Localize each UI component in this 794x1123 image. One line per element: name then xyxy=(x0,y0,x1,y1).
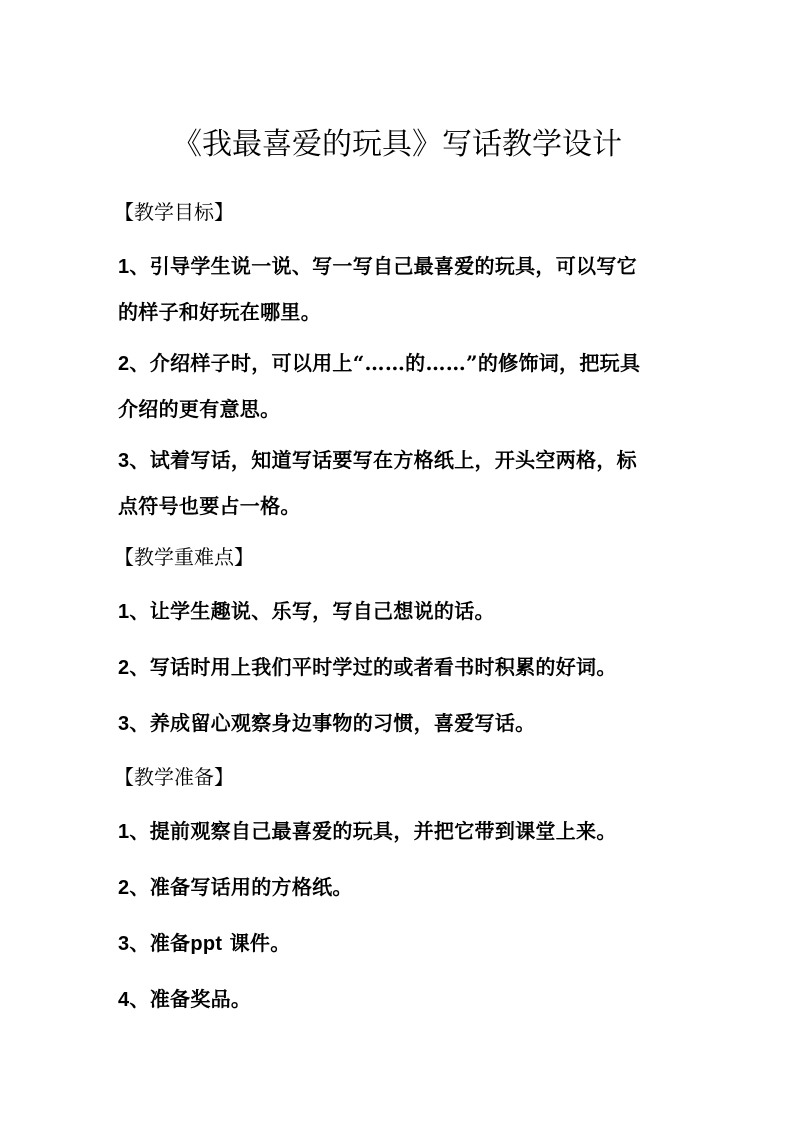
item-text: 准备写话用的方格纸。 xyxy=(149,875,353,899)
item-number: 1、 xyxy=(118,821,150,843)
item-number: 1、 xyxy=(118,256,150,278)
section-heading-preparation: 【教学准备】 xyxy=(114,765,234,789)
list-item xyxy=(118,341,698,432)
item-text-continued: 介绍的更有意思。 xyxy=(118,397,281,421)
item-number: 3、 xyxy=(118,713,150,735)
document-title: 《我最喜爱的玩具》写话教学设计 xyxy=(172,127,622,162)
item-text: 试着写话，知道写话要写在方格纸上，开头空两格，标 xyxy=(149,448,637,472)
list-item xyxy=(118,977,698,1023)
item-number: 2、 xyxy=(118,657,150,679)
item-number: 3、 xyxy=(118,933,150,955)
item-number: 2、 xyxy=(118,353,150,375)
list-item xyxy=(118,645,698,691)
item-text: 准备奖品。 xyxy=(149,987,252,1011)
item-text-latin: ppt xyxy=(190,933,223,955)
item-text-continued: 点符号也要占一格。 xyxy=(118,494,301,518)
item-text-continued: 的样子和好玩在哪里。 xyxy=(118,300,321,324)
item-number: 3、 xyxy=(118,450,150,472)
item-number: 4、 xyxy=(118,989,150,1011)
list-item xyxy=(118,701,698,747)
list-item xyxy=(118,589,698,635)
item-text: 写话时用上我们平时学过的或者看书时积累的好词。 xyxy=(149,655,617,679)
item-text: 准备 xyxy=(149,931,191,955)
section-heading-key-points: 【教学重难点】 xyxy=(114,545,254,569)
item-text: 养成留心观察身边事物的习惯，喜爱写话。 xyxy=(149,711,536,735)
item-text: 让学生趣说、乐写，写自己想说的话。 xyxy=(149,599,495,623)
item-text: 引导学生说一说、写一写自己最喜爱的玩具，可以写它 xyxy=(149,254,637,278)
section-heading-goals: 【教学目标】 xyxy=(114,200,234,224)
list-item xyxy=(118,921,698,967)
list-item xyxy=(118,244,698,335)
list-item xyxy=(118,438,698,529)
item-number: 2、 xyxy=(118,877,150,899)
list-item xyxy=(118,865,698,911)
item-text: 课件。 xyxy=(222,931,291,955)
list-item xyxy=(118,809,698,855)
item-text: 提前观察自己最喜爱的玩具，并把它带到课堂上来。 xyxy=(149,819,617,843)
item-text: 介绍样子时，可以用上“……的……”的修饰词，把玩具 xyxy=(149,351,641,375)
item-number: 1、 xyxy=(118,601,150,623)
